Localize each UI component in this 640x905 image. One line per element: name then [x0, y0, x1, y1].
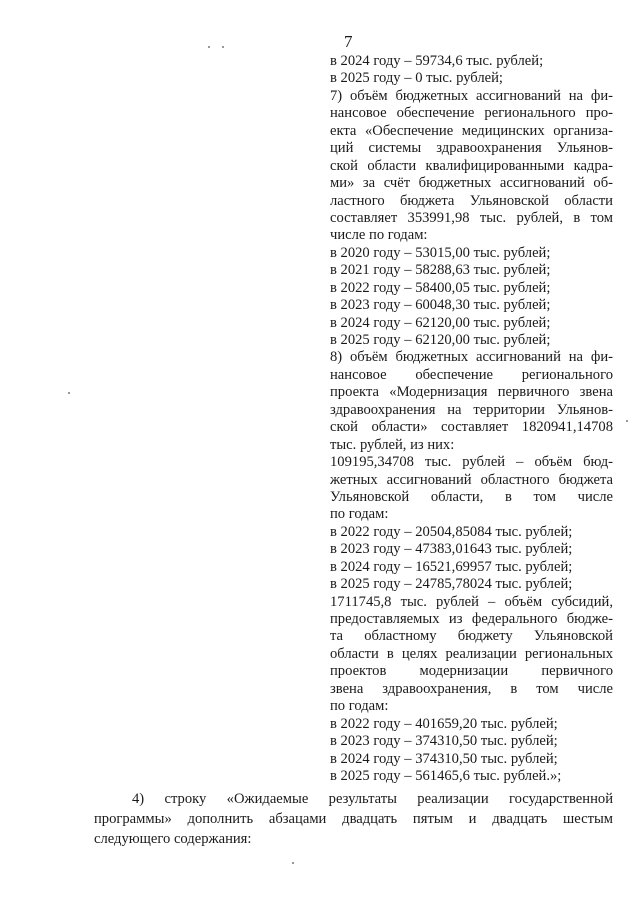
text-line: нансовое обеспечение регионального про-	[330, 105, 613, 122]
text-line: в 2023 году – 60048,30 тыс. рублей;	[330, 297, 551, 314]
text-line: жетных ассигнований областного бюджета	[330, 471, 613, 488]
scan-speck	[626, 420, 628, 422]
text-line: ской области квалифицированными кадра-	[330, 157, 613, 174]
funding-text-column	[330, 53, 613, 785]
text-line: ской области» составляет 1820941,14708	[330, 419, 613, 436]
amendment-line-1: 4) строку «Ожидаемые результаты реализации государственной	[132, 791, 613, 807]
text-line: по годам:	[330, 506, 389, 523]
text-line: нансовое обеспечение регионального	[330, 366, 613, 383]
text-line: ций системы здравоохранения Ульянов-	[330, 140, 613, 157]
text-line: в 2021 году – 58288,63 тыс. рублей;	[330, 262, 551, 279]
text-line: в 2023 году – 47383,01643 тыс. рублей;	[330, 541, 573, 558]
amendment-line-3: следующего содержания:	[94, 831, 252, 847]
text-line: 1711745,8 тыс. рублей – объём субсидий,	[330, 593, 613, 610]
scan-speck	[222, 46, 224, 48]
text-line: тыс. рублей, из них:	[330, 436, 455, 453]
text-line: числе по годам:	[330, 227, 428, 244]
text-line: ластного бюджета Ульяновской области	[330, 192, 613, 209]
text-line: здравоохранения на территории Ульянов-	[330, 401, 613, 418]
text-line: Ульяновской области, в том числе	[330, 488, 613, 505]
text-line: в 2020 году – 53015,00 тыс. рублей;	[330, 244, 551, 261]
text-line: в 2024 году – 62120,00 тыс. рублей;	[330, 314, 551, 331]
text-line: в 2022 году – 20504,85084 тыс. рублей;	[330, 523, 573, 540]
page-number: 7	[344, 32, 353, 51]
amendment-line-2: программы» дополнить абзацами двадцать пятым и двадцать шестым	[94, 811, 613, 827]
scan-speck	[208, 46, 210, 48]
scan-speck	[68, 392, 70, 394]
text-line: проекта «Модернизация первичного звена	[330, 384, 613, 401]
text-line: области в целях реализации региональных	[330, 645, 613, 662]
text-line: 7) объём бюджетных ассигнований на фи-	[330, 87, 613, 104]
text-line: в 2024 году – 59734,6 тыс. рублей;	[330, 53, 544, 69]
text-line: 8) объём бюджетных ассигнований на фи-	[330, 349, 613, 366]
text-line: в 2025 году – 0 тыс. рублей;	[330, 70, 503, 87]
text-line: та областному бюджету Ульяновской	[330, 628, 613, 645]
text-line: в 2022 году – 58400,05 тыс. рублей;	[330, 279, 551, 296]
text-line: ми» за счёт бюджетных ассигнований об-	[330, 175, 613, 192]
text-line: в 2025 году – 62120,00 тыс. рублей;	[330, 332, 551, 348]
text-line: екта «Обеспечение медицинских организа-	[330, 122, 613, 139]
text-line: предоставляемых из федерального бюдже-	[330, 611, 613, 627]
text-line: в 2024 году – 16521,69957 тыс. рублей;	[330, 558, 573, 575]
text-line: в 2025 году – 561465,6 тыс. рублей.»;	[330, 767, 562, 784]
text-line: звена здравоохранения, в том числе	[330, 680, 613, 697]
text-line: в 2025 году – 24785,78024 тыс. рублей;	[330, 576, 573, 593]
amendment-paragraph	[94, 789, 613, 849]
text-line: в 2022 году – 401659,20 тыс. рублей;	[330, 715, 558, 732]
text-line: по годам:	[330, 698, 389, 715]
text-line: составляет 353991,98 тыс. рублей, в том	[330, 209, 613, 226]
text-line: проектов модернизации первичного	[330, 663, 613, 680]
text-line: в 2024 году – 374310,50 тыс. рублей;	[330, 750, 558, 767]
text-line: 109195,34708 тыс. рублей – объём бюд-	[330, 454, 613, 471]
scan-speck	[292, 862, 294, 864]
text-line: в 2023 году – 374310,50 тыс. рублей;	[330, 733, 558, 750]
